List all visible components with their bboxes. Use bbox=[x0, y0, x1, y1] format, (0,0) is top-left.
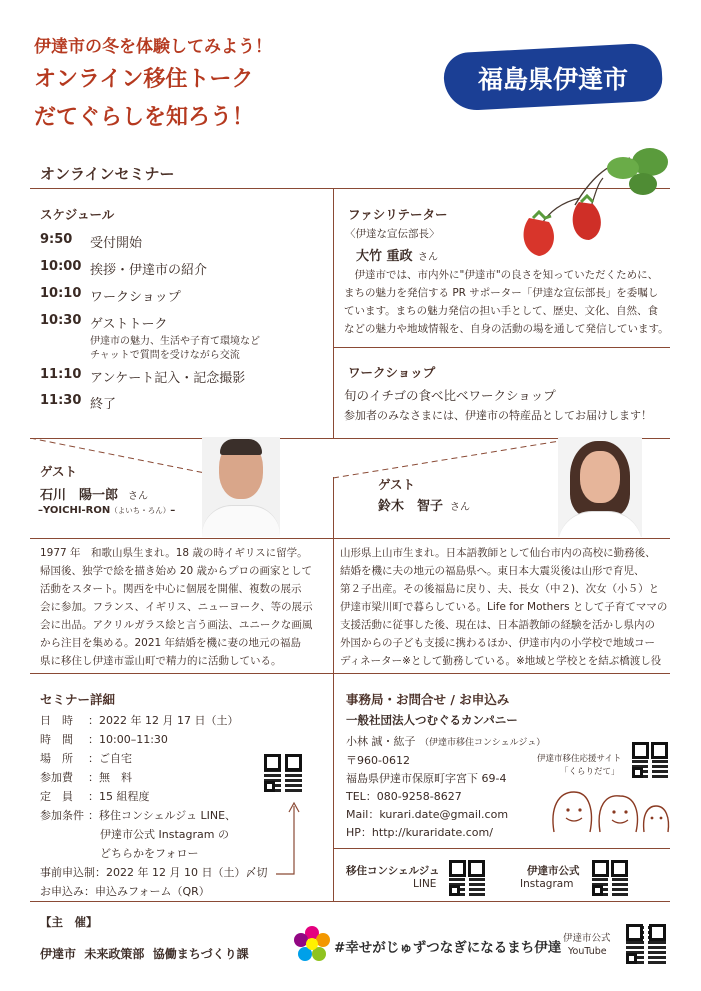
guest1-alias-end: – bbox=[170, 505, 176, 516]
schedule-time: 11:30 bbox=[40, 393, 82, 408]
contact-person: 小林 誠・紘子 bbox=[346, 735, 416, 748]
host-heading: 【主 催】 bbox=[40, 915, 98, 929]
detail-value: ：10:00–11:30 bbox=[88, 733, 168, 746]
divider bbox=[333, 848, 670, 849]
guest2-bio: 結婚を機に夫の地元の福島県へ。東日本大震災後は山形で育児、 bbox=[340, 565, 645, 577]
guest2-shirt bbox=[558, 511, 642, 537]
header-title-2: だてぐらしを知ろう！ bbox=[34, 105, 255, 130]
contact-address: 福島県伊達市保原町字宮下 69-4 bbox=[346, 772, 507, 785]
contact-mail[interactable]: Mail：kurari.date@gmail.com bbox=[346, 808, 509, 821]
guest1-bio: 帰国後、独学で絵を描き始め 20 歳からプロの画家として bbox=[40, 565, 313, 577]
guest1-bio: 会に参加。フランス、イギリス、ニューヨーク、等の展示 bbox=[40, 601, 313, 613]
divider bbox=[30, 538, 333, 539]
schedule-heading: スケジュール bbox=[40, 207, 115, 222]
prereg-text: 事前申込制：2022 年 12 月 10 日（土）〆切 bbox=[40, 866, 268, 879]
line-label: 移住コンシェルジュ bbox=[346, 865, 440, 877]
schedule-time: 10:00 bbox=[40, 259, 82, 274]
flower-logo bbox=[292, 924, 332, 964]
facilitator-name: 大竹 重政 bbox=[356, 249, 413, 264]
guest1-bio: から注目を集める。2021 年結婚を機に妻の地元の福島 bbox=[40, 637, 302, 649]
guest1-honorific: さん bbox=[128, 491, 148, 502]
schedule-time: 9:50 bbox=[40, 232, 73, 247]
guest1-alias-text: –YOICHI-RON bbox=[38, 505, 111, 516]
facilitator-bio: 伊達市では、市内外に"伊達市"の良さを知っていただくために、 bbox=[344, 269, 659, 281]
guest1-name: 石川 陽一郎 bbox=[40, 488, 119, 503]
host-name: 伊達市 未来政策部 協働まちづくり課 bbox=[40, 947, 249, 961]
application-qr-code[interactable] bbox=[262, 752, 304, 794]
guest1-photo bbox=[202, 437, 280, 537]
contact-zip: 〒960-0612 bbox=[346, 754, 410, 767]
guest1-alias bbox=[38, 505, 175, 516]
schedule-time: 10:30 bbox=[40, 313, 82, 328]
instagram-label: 伊達市公式 bbox=[527, 865, 580, 877]
facilitator-bio: ています。まちの魅力発信の担い手として、歴史、文化、自然、食 bbox=[344, 305, 658, 317]
contact-org: 一般社団法人つむぐるカンパニー bbox=[346, 713, 518, 727]
site-label: 「くらりだて」 bbox=[560, 767, 620, 777]
workshop-heading: ワークショップ bbox=[348, 365, 436, 380]
talk-note: 伊達市の魅力、生活や子育て環境など bbox=[90, 336, 260, 347]
detail-value: 伊達市公式 Instagram の bbox=[100, 828, 229, 841]
city-badge-label: 福島県伊達市 bbox=[478, 64, 629, 94]
mascot-illustration bbox=[548, 786, 673, 836]
schedule-label: 挨拶・伊達市の紹介 bbox=[90, 263, 208, 278]
contact-heading: 事務局・お問合せ / お申込み bbox=[346, 692, 510, 707]
guest2-label: ゲスト bbox=[378, 477, 416, 492]
youtube-label: 伊達市公式 bbox=[563, 933, 611, 944]
apply-text: お申込み：申込みフォーム（QR） bbox=[40, 885, 210, 898]
schedule-time: 10:10 bbox=[40, 286, 82, 301]
facilitator-honorific: さん bbox=[418, 252, 438, 263]
slogan: #幸せがじゅずつなぎになるまち伊達 bbox=[334, 940, 562, 956]
guest1-hair bbox=[220, 439, 262, 455]
detail-label: 参加費 bbox=[40, 771, 73, 784]
line-label: LINE bbox=[413, 878, 437, 890]
contact-person-role: （伊達市移住コンシェルジュ） bbox=[420, 738, 546, 748]
city-badge bbox=[443, 42, 664, 111]
guest2-name: 鈴木 智子 bbox=[378, 499, 444, 514]
guest1-label: ゲスト bbox=[40, 464, 78, 479]
arrow-up-icon bbox=[272, 800, 302, 880]
dashed-divider bbox=[333, 438, 593, 488]
detail-value: ：15 組程度 bbox=[88, 790, 150, 803]
guest2-bio: 支援活動に従事した後、現在は、日本語教師の経験を活かし県内の bbox=[340, 619, 655, 631]
detail-label: 時 間 bbox=[40, 733, 73, 746]
guest1-shirt bbox=[202, 505, 280, 537]
youtube-label: YouTube bbox=[568, 946, 607, 957]
detail-value: ：ご自宅 bbox=[88, 752, 132, 765]
guest2-face bbox=[580, 451, 620, 503]
divider bbox=[333, 477, 334, 673]
details-heading: セミナー詳細 bbox=[40, 692, 116, 707]
detail-label: 定 員 bbox=[40, 790, 73, 803]
instagram-qr-code[interactable] bbox=[590, 858, 630, 898]
contact-tel: TEL：080-9258-8627 bbox=[346, 790, 462, 803]
guest2-bio: 外国からの子ども支援に携わるほか、伊達市内の小学校で地域コー bbox=[340, 637, 655, 649]
schedule-label: アンケート記入・記念撮影 bbox=[90, 371, 246, 386]
talk-note: チャットで質問を受けながら交流 bbox=[90, 350, 240, 361]
guest1-bio: 1977 年 和歌山県生まれ。18 歳の時イギリスに留学。 bbox=[40, 547, 308, 559]
schedule-label: 終了 bbox=[90, 397, 117, 412]
guest1-alias-reading: （よいち・ろん） bbox=[110, 506, 171, 515]
divider bbox=[30, 673, 670, 674]
guest1-bio: 会に出品。アクリルガラス絵と言う画法、ユニークな画風 bbox=[40, 619, 313, 631]
divider bbox=[333, 673, 334, 901]
facilitator-bio: などの魅力や地域情報を、自身の活動の場を通して発信しています。 bbox=[344, 323, 669, 335]
schedule-time: 11:10 bbox=[40, 367, 82, 382]
divider bbox=[30, 901, 670, 902]
facilitator-heading: ファシリテーター bbox=[348, 207, 448, 222]
detail-value: ：移住コンシェルジュ LINE、 bbox=[88, 809, 237, 822]
site-label: 伊達市移住応援サイト bbox=[537, 754, 622, 764]
detail-value: ：2022 年 12 月 17 日（土） bbox=[88, 714, 239, 727]
schedule-label: ゲストトーク bbox=[90, 317, 168, 332]
detail-label: 日 時 bbox=[40, 714, 73, 727]
facilitator-bio: まちの魅力を発信する PR サポーター「伊達な宣伝部長」を委嘱し bbox=[344, 287, 659, 299]
guest2-bio: 伊達市梁川町で暮らしている。Life for Mothers として子育てママの bbox=[340, 601, 668, 613]
workshop-title: 旬のイチゴの食べ比べワークショップ bbox=[344, 388, 556, 403]
guest1-bio: 活動をスタート。関西を中心に個展を開催、複数の展示 bbox=[40, 583, 302, 595]
kuraridate-qr-code[interactable] bbox=[630, 740, 670, 780]
detail-value: どちらかをフォロー bbox=[100, 847, 199, 860]
guest2-bio: 山形県上山市生まれ。日本語教師として仙台市内の高校に勤務後、 bbox=[340, 547, 656, 559]
seminar-label: オンラインセミナー bbox=[40, 165, 175, 183]
line-qr-code[interactable] bbox=[447, 858, 487, 898]
guest2-bio: ディネーター※として勤務している。※地域と学校とを結ぶ橋渡し役 bbox=[340, 655, 662, 667]
youtube-qr-code[interactable] bbox=[624, 922, 668, 966]
detail-value: ：無 料 bbox=[88, 771, 132, 784]
divider bbox=[333, 188, 334, 438]
header-title-1: オンライン移住トーク bbox=[34, 67, 254, 92]
schedule-label: 受付開始 bbox=[90, 236, 143, 251]
divider bbox=[333, 538, 670, 539]
facilitator-role: 〈伊達な宣伝部長〉 bbox=[345, 228, 440, 240]
guest2-photo bbox=[558, 437, 642, 537]
schedule-label: ワークショップ bbox=[90, 290, 181, 305]
workshop-note: 参加者のみなさまには、伊達市の特産品としてお届けします！ bbox=[344, 409, 652, 422]
divider bbox=[333, 347, 670, 348]
strawberry-illustration bbox=[505, 140, 675, 260]
instagram-label: Instagram bbox=[520, 878, 574, 890]
detail-label: 場 所 bbox=[40, 752, 73, 765]
guest2-bio: 第２子出産。その後福島に戻り、夫、長女（中２)、次女（小５）と bbox=[340, 583, 660, 595]
guest1-bio: 県に移住し伊達市霊山町で精力的に活動している。 bbox=[40, 655, 282, 667]
guest2-honorific: さん bbox=[450, 502, 470, 513]
detail-label: 参加条件 bbox=[40, 809, 84, 822]
contact-hp-link[interactable]: HP：http://kuraridate.com/ bbox=[346, 826, 493, 839]
header-tagline: 伊達市の冬を体験してみよう！ bbox=[34, 37, 272, 57]
